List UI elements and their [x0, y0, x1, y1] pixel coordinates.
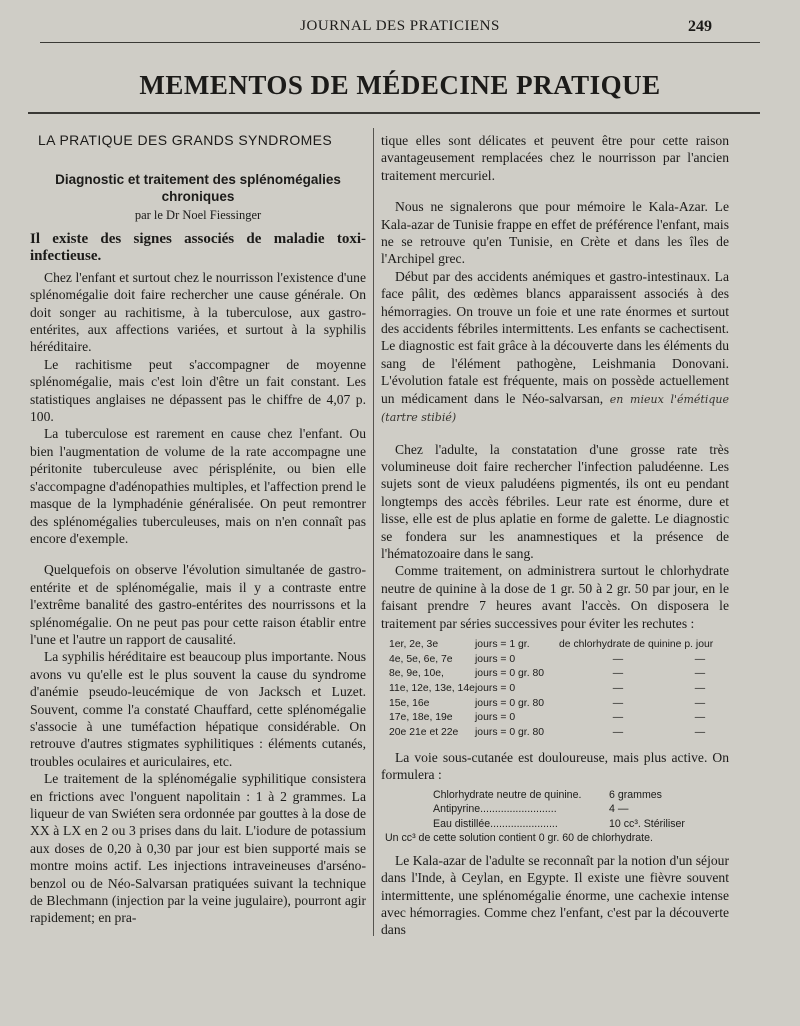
formula-quantity: 10 cc³. Stériliser	[609, 817, 685, 830]
table-row	[389, 667, 729, 682]
quinine-schedule-table	[389, 638, 729, 741]
paragraph: Chez l'enfant et surtout chez le nourrisson l'existence d'une splénomégalie doit faire rechercher une cause générale. On doit songer au rachitisme, à la tuberculose, aux gastro-entérites, aux affections variées, et surtout à la syphilis héréditaire.	[30, 269, 366, 355]
table-cell: —	[694, 683, 706, 695]
table-row	[389, 653, 729, 668]
formula-row	[381, 817, 729, 832]
table-cell: jours = 0 gr. 80	[475, 697, 545, 709]
table-row	[389, 682, 729, 697]
header-rule	[40, 42, 760, 43]
formula-ingredient: Antipyrine..........................	[433, 803, 557, 816]
subheading: Il existe des signes associés de maladie toxi-infectieuse.	[30, 230, 366, 264]
table-cell: —	[694, 653, 706, 665]
table-row	[389, 726, 729, 741]
formula-quantity: 4 —	[609, 803, 629, 816]
table-cell: 15e, 16e	[389, 697, 430, 709]
title-rule	[28, 112, 760, 114]
paragraph: Le Kala-azar de l'adulte se reconnaît par la notion d'un séjour dans l'Inde, à Ceylan, en Egypte. Il existe une fièvre souvent intermittente, une splénomégalie énorme, une cachexie intense avec hémorragies. Comme chez l'enfant, c'est par la découverte dans	[381, 852, 729, 938]
table-cell: jours = 0 gr. 80	[475, 668, 545, 680]
paragraph: tique elles sont délicates et peuvent être pour cette raison avantageusement remplacées chez le nourrisson par l'ancien traitement mercuriel.	[381, 133, 729, 183]
table-cell: —	[612, 727, 624, 739]
page-number: 249	[688, 18, 712, 35]
left-column	[30, 132, 366, 927]
table-cell: jours = 0	[475, 683, 516, 695]
paragraph: La syphilis héréditaire est beaucoup plus importante. Nous avons vu qu'elle est le plus souvent la cause du syndrome d'anémie pseudo-leucémique de von Jacksch et Luzet. Souvent, comme l'a constaté Chauffard, cette splénomégalie s'associe à une tuméfaction hépatique considérable. On retrouve d'autres stigmates syphilitiques : éléments cutanés, troubles oculaires et auriculaires, etc.	[30, 649, 366, 769]
table-cell: 4e, 5e, 6e, 7e	[389, 653, 453, 665]
table-row	[389, 711, 729, 726]
table-cell: —	[694, 697, 706, 709]
paragraph: La tuberculose est rarement en cause chez l'enfant. Ou bien l'augmentation de volume de la rate accompagne une péritonite tuberculeuse avec périsplénite, ou bien elle s'accompagne d'adénopathies multiples, et l'affection prend le masque de la lymphadénie généralisée. On peut remontrer des splénomégalies tuberculeuses, mais on n'en connaît pas encore d'exemple.	[30, 426, 366, 546]
paragraph: Comme traitement, on administrera surtout le chlorhydrate neutre de quinine à la dose de 1 gr. 50 à 2 gr. 50 par jour, en le faisant prendre 7 heures avant l'accès. On disposera le traitement par séries successives pour éviter les rechutes :	[381, 563, 729, 631]
paragraph: Le traitement de la splénomégalie syphilitique consistera en frictions avec l'onguent napolitain : 1 à 2 grammes. La liqueur de van Swiéten sera ordonnée par gouttes à la dose de XX à LX en 2 ou 3 prises dans du lait. L'iodure de potassium aux doses de 0,20 à 0,30 par jour est bien supporté mais se montre moins actif. Les injections intraveineuses d'arséno-benzol ou de Néo-Salvarsan pratiquées suivant la technique de Blechmann (injection par la veine jugulaire), pourront agir rapidement; en pra-	[30, 771, 366, 926]
table-cell: 8e, 9e, 10e,	[389, 668, 444, 680]
table-cell: —	[694, 712, 706, 724]
section-heading: LA PRATIQUE DES GRANDS SYNDROMES	[38, 132, 333, 148]
paragraph: Le rachitisme peut s'accompagner de moyenne splénomégalie, mais c'est loin d'être un fait constant. Les statistiques anglaises ne dépassent pas le chiffre de 4,07 p. 100.	[30, 356, 366, 425]
formula-note: Un cc³ de cette solution contient 0 gr. 60 de chlorhydrate.	[385, 832, 653, 845]
paragraph: Quelquefois on observe l'évolution simultanée de gastro-entérite et de splénomégalie, mais il y a contraste entre l'extrême banalité des gastro-entérites des nourrissons et la splénomégalie. On ne peut pas pour cette raison établir entre l'une et l'autre un rapport de causalité.	[30, 562, 366, 647]
table-cell: jours = 0 gr. 80	[475, 727, 545, 739]
table-cell: 20e 21e et 22e	[389, 727, 459, 739]
formula-ingredient: Chlorhydrate neutre de quinine.	[433, 788, 582, 801]
table-cell: —	[612, 668, 624, 680]
table-cell: 17e, 18e, 19e	[389, 712, 453, 724]
table-cell: —	[694, 668, 706, 680]
table-cell: —	[612, 697, 624, 709]
paragraph: Chez l'adulte, la constatation d'une grosse rate très volumineuse doit faire rechercher l'infection paludéenne. Les sujets sont de vieux paludéens pigmentés, ils ont eu pendant longtemps des accès fébriles. Leur rate est énorme, dure et lisse, elle est de plus aplatie en forme de galette. Le diagnostic se fondera sur les anamnestiques et la présence de l'hématozoaire dans le sang.	[381, 441, 729, 561]
table-row	[389, 638, 729, 653]
paragraph-text: Début par des accidents anémiques et gastro-intestinaux. La face pâlit, des œdèmes blancs apparaissent associés à des hémorragies. On trouve un foie et une rate énormes et surtout des accidents fébriles intermittents. Les enfants se cachectisent. Le diagnostic est fait grâce à la découverte dans les éléments du sang de l'élément pathogène, Leishmania Donovani. L'évolution fatale est fréquente, mais on possède actuellement un médicament dans le Néo-salvarsan,	[381, 268, 729, 406]
handwritten-annotation: en mieux l'émétique (tartre stibié)	[381, 392, 730, 425]
table-cell: jours = 0	[475, 653, 516, 665]
page-title: MEMENTOS DE MÉDECINE PRATIQUE	[139, 70, 661, 100]
table-row	[389, 697, 729, 712]
table-cell: jours = 1 gr.	[475, 638, 530, 650]
formula-row	[381, 788, 729, 803]
journal-name: JOURNAL DES PRATICIENS	[300, 18, 500, 34]
formula-quantity: 6 grammes	[609, 788, 662, 801]
running-header	[40, 18, 760, 42]
table-cell: —	[612, 653, 624, 665]
article-title: Diagnostic et traitement des splénomégalies chroniques	[55, 172, 341, 205]
paragraph	[381, 268, 729, 427]
article-byline: par le Dr Noel Fiessinger	[134, 208, 262, 223]
table-cell: —	[612, 712, 624, 724]
paragraph: Nous ne signalerons que pour mémoire le Kala-Azar. Le Kala-azar de Tunisie frappe en effet de préférence l'enfant, mais ne se retrouve qu'en Tunisie, en Crète et dans les îles de l'Archipel grec.	[381, 199, 729, 267]
formula-ingredient: Eau distillée.......................	[433, 817, 558, 830]
table-cell: de chlorhydrate de quinine p. jour	[559, 638, 714, 650]
table-cell: 11e, 12e, 13e, 14e	[389, 683, 475, 695]
formula-row	[381, 802, 729, 817]
table-cell: —	[612, 683, 624, 695]
column-divider	[373, 128, 374, 936]
right-column	[381, 132, 729, 939]
table-cell: —	[694, 727, 706, 739]
table-cell: jours = 0	[475, 712, 516, 724]
prescription-formula	[381, 788, 729, 846]
table-cell: 1er, 2e, 3e	[389, 638, 439, 650]
paragraph: La voie sous-cutanée est douloureuse, mais plus active. On formulera :	[381, 749, 729, 783]
